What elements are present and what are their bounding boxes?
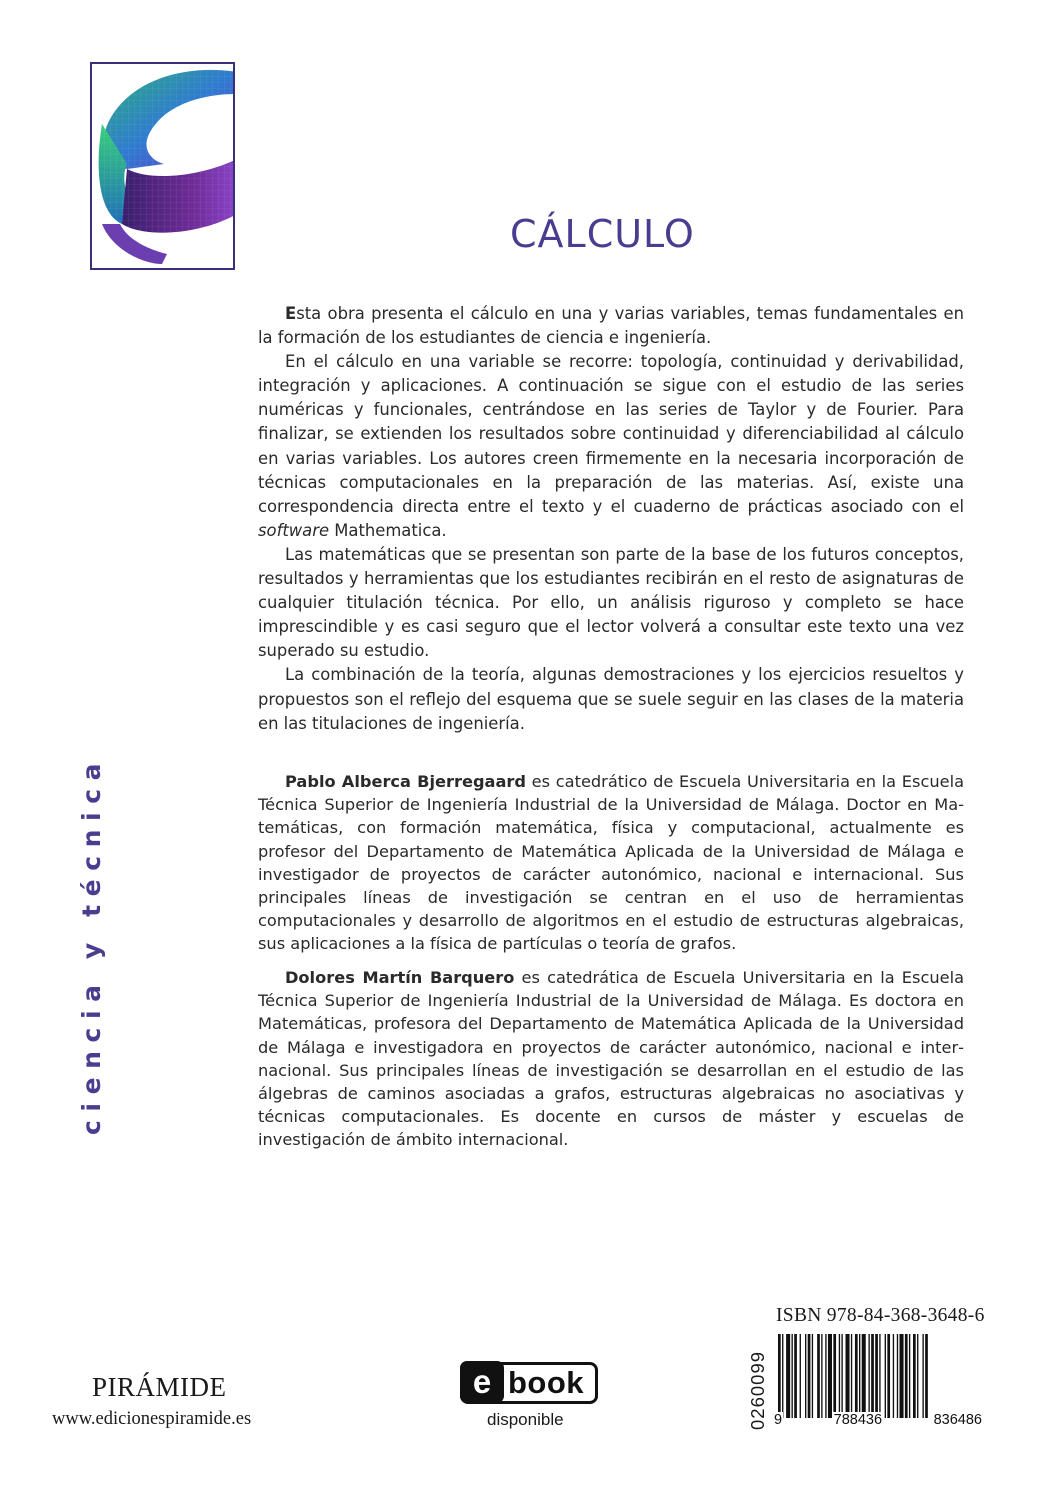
author-bio-text: es catedrático de Escuela Universitaria en la Escuela Técnica Superior de Ingeniería Industrial de la Universidad de Málaga. Doctor en Matemáticas, con formación matemática, física y computacional, actualmente es profesor del Departamento de Matemática Aplicada de la Universidad de Málaga e investigador de proyectos de carácter autonómico, nacional e internacional. Sus principales líneas de investigación se centran en el uso de herramientas computacionales y desarrollo de algoritmos en el estudio de estructuras algebraicas, sus aplicaciones a la física de partículas o teoría de grafos.	[258, 772, 964, 954]
product-code: 0260099	[747, 1350, 768, 1430]
ebook-word: book	[508, 1365, 585, 1400]
ebook-logo	[460, 1362, 598, 1404]
description-paragraph	[258, 350, 964, 543]
publisher-website: www.edicionespiramide.es	[52, 1409, 252, 1429]
author-bio	[258, 770, 964, 956]
paragraph-text: sta obra presenta el cálculo en una y varias variables, temas fundamentales en la formación de los estudiantes de ciencia e ingeniería.	[258, 304, 964, 348]
paragraph-text: En el cálculo en una variable se recorre: topología, continuidad y derivabilidad, integración y aplicaciones. A continuación se sigue con el estudio de las series numéricas y funcionales, centrándose en las series de Taylor y de Fourier. Para finalizar, se extienden los resultados sobre continuidad y diferenciabilidad al cálculo en varias variables. Los autores creen firmemente en la necesaria incorporación de técnicas computacionales en la preparación de las materias. Así, existe una correspondencia directa entre el texto y el cuaderno de prácticas asociado con el	[258, 352, 964, 516]
barcode-bar	[786, 1334, 790, 1418]
author-bio-text: es catedrática de Escuela Universitaria en la Escuela Técnica Superior de Ingeniería Industrial de la Universidad de Málaga. Es doctora en Matemáticas, profesora del Departamento de Matemática Aplicada de la Universidad de Málaga e investigadora en proyectos de carácter autonómico, nacional e internacional. Sus principales líneas de investigación se desarrollan en el estudio de las álgebras de caminos asociadas a grafos, estructuras algebraicas no asociativas y técnicas computacionales. Es docente en cursos de máster y escuelas de investigación de ámbito internacional.	[258, 968, 964, 1150]
barcode-bar	[782, 1334, 783, 1418]
barcode-bar	[885, 1334, 886, 1418]
ebook-e-icon: e	[460, 1361, 504, 1403]
barcode-bar	[825, 1334, 826, 1418]
barcode-bar	[900, 1334, 904, 1418]
barcode-digit-group: 9	[774, 1412, 783, 1428]
barcode-bar	[905, 1334, 908, 1418]
ebook-availability: disponible	[487, 1410, 564, 1429]
barcode-bar	[875, 1334, 878, 1418]
barcode-bar	[833, 1334, 836, 1418]
barcode-bar	[893, 1334, 894, 1418]
barcode-bar	[805, 1334, 806, 1418]
barcode-bar	[925, 1334, 928, 1418]
barcode-bar	[808, 1334, 811, 1418]
barcode-bar	[909, 1334, 910, 1418]
description-paragraph	[258, 302, 964, 350]
barcode-bar	[868, 1334, 869, 1418]
barcode-bar	[855, 1334, 858, 1418]
author-bio	[258, 966, 964, 1152]
barcode-bar	[887, 1334, 890, 1418]
barcode-bar	[859, 1334, 860, 1418]
barcode-bar	[897, 1334, 898, 1418]
description-paragraph: Las matemáticas que se presentan son parte de la base de los futuros conceptos, resultados y herramientas que los estudiantes recibirán en el resto de asignaturas de cualquier titulación técnica. Por ello, un análisis riguroso y completo se hace imprescindible y es casi seguro que el lector volverá a consultar este texto una vez superado su estudio.	[258, 544, 964, 661]
barcode-digits	[773, 1412, 983, 1428]
description-paragraph: La combinación de la teoría, algunas demostraciones y los ejercicios resueltos y propuestos son el reflejo del esquema que se suele seguir en las clases de la materia en las titulaciones de ingeniería.	[258, 665, 964, 733]
barcode-bar	[841, 1334, 842, 1418]
initial-letter: E	[285, 304, 297, 323]
barcode-bar	[839, 1334, 840, 1418]
barcode-bar	[794, 1334, 797, 1418]
italic-term: software	[258, 520, 330, 540]
barcode-bar	[792, 1334, 793, 1418]
barcode-bar	[879, 1334, 880, 1418]
barcode-bar	[812, 1334, 813, 1418]
barcode-bar	[851, 1334, 852, 1418]
barcode-bar	[922, 1334, 923, 1418]
barcode-bar	[828, 1334, 832, 1418]
barcode-bar	[817, 1334, 820, 1418]
barcode-bar	[800, 1334, 801, 1418]
barcode-bar	[917, 1334, 918, 1418]
barcode-digit-group: 836486	[933, 1412, 982, 1428]
barcode-bar	[871, 1334, 874, 1418]
barcode-bar	[846, 1334, 850, 1418]
book-description	[258, 302, 964, 736]
barcode-digit-group: 788436	[833, 1412, 883, 1428]
author-name: Dolores Martín Barquero	[285, 968, 515, 987]
series-label: ciencia y técnica	[77, 754, 106, 1135]
book-title: CÁLCULO	[510, 212, 695, 256]
paragraph-text: Mathematica.	[329, 520, 447, 540]
isbn-label: ISBN 978-84-368-3648-6	[776, 1305, 985, 1326]
author-name: Pablo Alberca Bjerregaard	[285, 772, 526, 791]
cover-illustration	[90, 62, 235, 270]
publisher-logo: PIRÁMIDE	[92, 1372, 227, 1402]
barcode-bar	[821, 1334, 822, 1418]
barcode-bar	[778, 1334, 781, 1418]
barcode-bar	[862, 1334, 866, 1418]
barcode-bar	[913, 1334, 916, 1418]
